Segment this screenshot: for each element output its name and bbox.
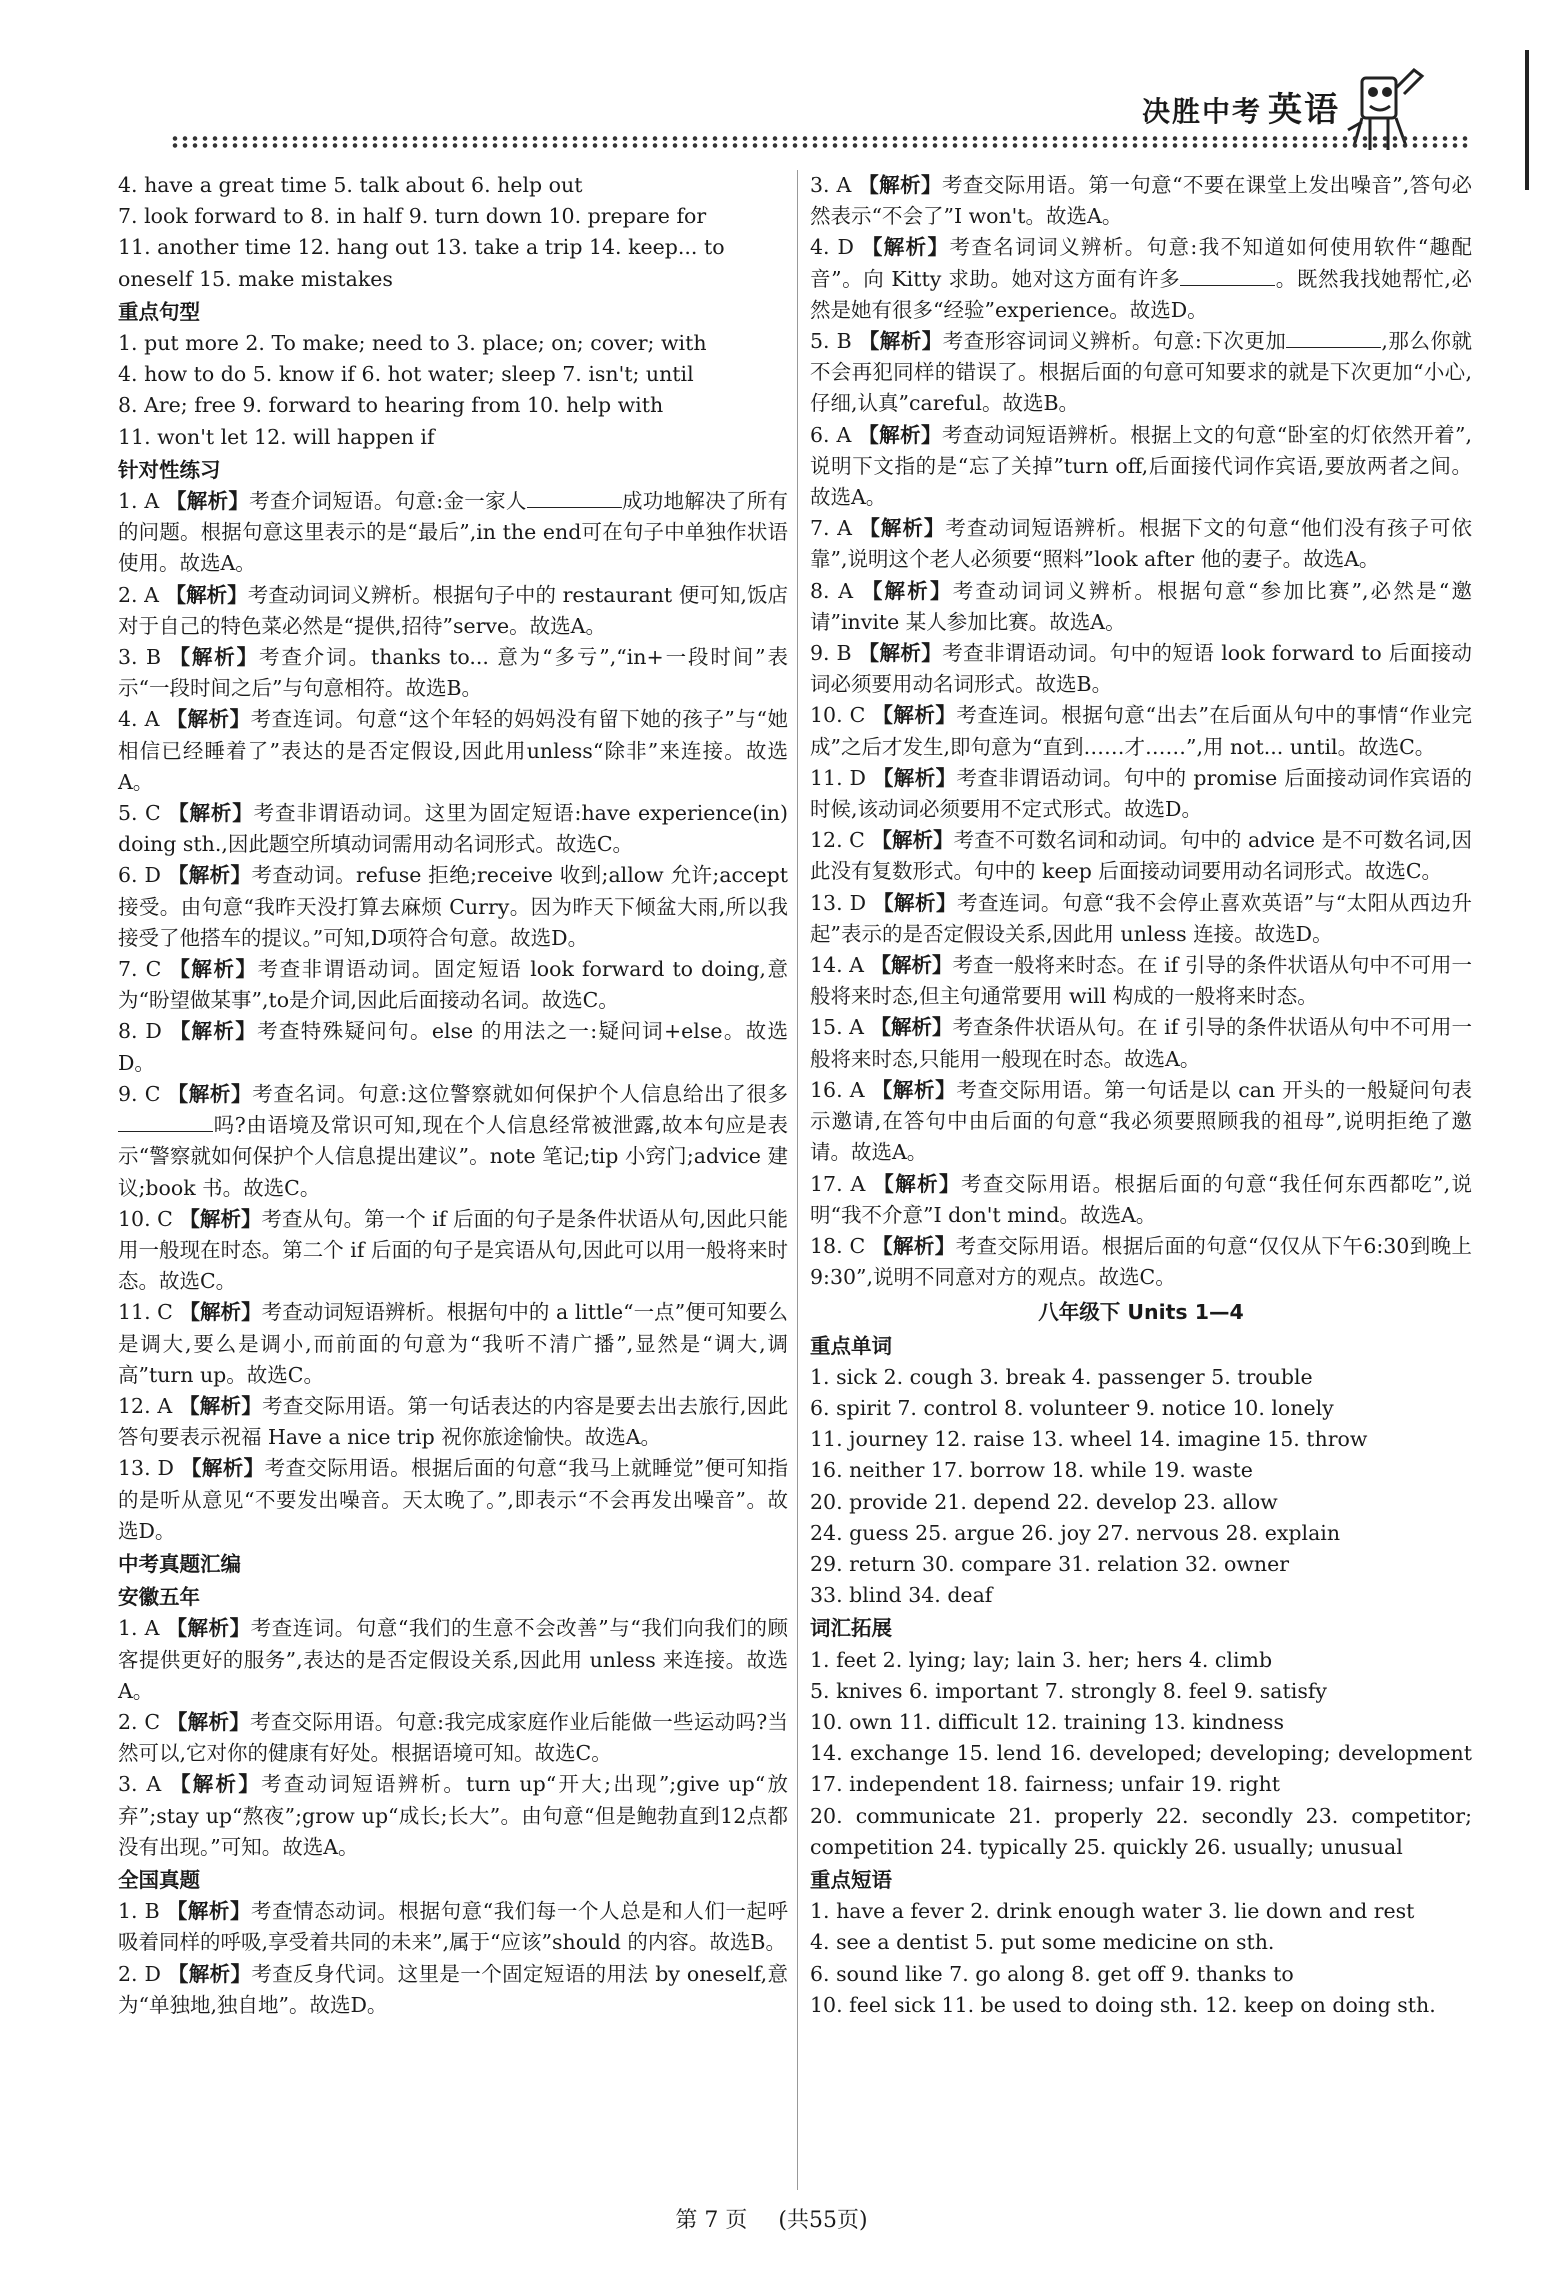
analysis-text: 考查非谓语动词。固定短语 look forward to doing,意为“盼望做某事”,to是介词,因此后面接动名词。故选C。 <box>118 957 789 1013</box>
fill-blank <box>118 1113 213 1132</box>
answer-line: 11. won't let 12. will happen if <box>118 424 435 449</box>
answer-key: 10. C <box>118 1206 180 1231</box>
question-item <box>810 763 1472 825</box>
fill-blank <box>1286 329 1381 348</box>
analysis-text: 考查情态动词。根据句意“我们每一个人总是和人们一起呼吸着同样的呼吸,享受着共同的未来”,属于“应该”should 的内容。故选B。 <box>118 1899 788 1955</box>
right-column <box>810 170 1472 2021</box>
answer-line: 14. exchange 15. lend 16. developed; developing; development 17. independent 18. fairness; unfair 19. right <box>810 1741 1472 1797</box>
analysis-tag: 【解析】 <box>872 1233 956 1258</box>
answer-line: 10. feel sick 11. be used to doing sth. 12. keep on doing sth. <box>810 1992 1436 2017</box>
analysis-text: 考查一般将来时态。在 if 引导的条件状语从句中不可用一般将来时态,但主句通常要用 will 构成的一般将来时态。 <box>810 953 1472 1009</box>
section-heading: 重点句型 <box>118 299 200 324</box>
answer-key: 1. B <box>118 1899 167 1924</box>
answer-key: 2. A <box>118 582 166 607</box>
brand-name: 决胜中考 <box>1141 95 1262 128</box>
column-divider <box>797 170 798 2190</box>
analysis-text: 考查连词。根据句意“出去”在后面从句中的事情“作业完成”之后才发生,即句意为“直到……才……”,用 not... until。故选C。 <box>810 703 1472 759</box>
analysis-tag: 【解析】 <box>858 422 942 447</box>
answer-key: 9. C <box>118 1081 168 1106</box>
question-item <box>118 1204 788 1298</box>
answer-key: 11. D <box>810 765 873 790</box>
answer-key: 3. A <box>118 1772 170 1797</box>
analysis-tag: 【解析】 <box>168 801 254 826</box>
question-item <box>810 420 1472 514</box>
answer-line: 33. blind 34. deaf <box>810 1583 993 1608</box>
question-item <box>118 1079 788 1204</box>
page-number: 第 7 页 <box>675 2208 748 2233</box>
answer-key: 16. A <box>810 1077 872 1102</box>
answer-key: 4. A <box>118 707 167 732</box>
analysis-tag: 【解析】 <box>165 582 248 607</box>
answer-line: 20. communicate 21. properly 22. secondly 23. competitor; competition 24. typically 25. quickly 26. usually; unusual <box>810 1803 1472 1859</box>
analysis-text: 考查交际用语。根据后面的句意“我任何东西都吃”,说明“我不介意”I don't mind。故选A。 <box>810 1171 1472 1227</box>
analysis-tag: 【解析】 <box>169 1772 262 1797</box>
analysis-tag: 【解析】 <box>179 1300 262 1325</box>
analysis-tag: 【解析】 <box>872 703 957 728</box>
analysis-tag: 【解析】 <box>165 489 250 514</box>
question-item <box>810 825 1472 887</box>
answer-line: 20. provide 21. depend 22. develop 23. allow <box>810 1489 1278 1514</box>
analysis-text: 考查介词。thanks to... 意为“多亏”,“in+一段时间”表示“一段时间之后”与句意相符。故选B。 <box>118 645 788 701</box>
answer-key: 15. A <box>810 1015 871 1040</box>
question-item <box>810 1231 1472 1293</box>
analysis-text-cont: 吗?由语境及常识可知,现在个人信息经常被泄露,故本句应是表示“警察就如何保护个人信息提出建议”。note 笔记;tip 小窍门;advice 建议;book 书。故选C。 <box>118 1113 788 1200</box>
question-item <box>118 642 788 704</box>
answer-key: 5. B <box>810 329 859 354</box>
analysis-tag: 【解析】 <box>169 645 259 670</box>
answer-line: 29. return 30. compare 31. relation 32. owner <box>810 1551 1290 1576</box>
analysis-tag: 【解析】 <box>180 1456 265 1481</box>
page-footer <box>0 2203 1543 2234</box>
answer-key: 9. B <box>810 641 859 666</box>
answer-line: 6. spirit 7. control 8. volunteer 9. notice 10. lonely <box>810 1395 1334 1420</box>
answer-key: 4. D <box>810 235 862 260</box>
answer-line: 4. how to do 5. know if 6. hot water; sleep 7. isn't; until <box>118 362 694 387</box>
analysis-tag: 【解析】 <box>169 1019 258 1044</box>
answer-line: 8. Are; free 9. forward to hearing from 10. help with <box>118 393 664 418</box>
answer-key: 7. C <box>118 957 170 982</box>
answer-key: 13. D <box>810 890 874 915</box>
header-dotted-rule <box>170 135 1470 149</box>
answer-key: 12. C <box>810 828 872 853</box>
analysis-tag: 【解析】 <box>167 1961 252 1986</box>
question-item <box>810 638 1472 700</box>
analysis-text: 考查从句。第一个 if 后面的句子是条件状语从句,因此只能用一般现在时态。第二个 if 后面的句子是宾语从句,因此可以用一般将来时态。故选C。 <box>118 1206 788 1294</box>
answer-key: 3. A <box>810 173 859 197</box>
answer-line: oneself 15. make mistakes <box>118 266 393 291</box>
question-item <box>118 1707 788 1769</box>
question-item <box>118 1453 788 1547</box>
analysis-text: 考查动词短语辨析。根据下文的句意“他们没有孩子可依靠”,说明这个老人必须要“照料”look after 他的妻子。故选A。 <box>810 516 1472 572</box>
analysis-tag: 【解析】 <box>167 863 252 888</box>
answer-key: 1. A <box>118 489 166 514</box>
question-item <box>118 1391 788 1453</box>
answer-line: 4. see a dentist 5. put some medicine on sth. <box>810 1930 1275 1955</box>
analysis-text: 考查条件状语从句。在 if 引导的条件状语从句中不可用一般将来时态,只能用一般现在时态。故选A。 <box>810 1015 1472 1071</box>
analysis-text: 考查交际用语。第一句话表达的内容是要去出去旅行,因此答句要表示祝福 Have a nice trip 祝你旅途愉快。故选A。 <box>118 1393 789 1450</box>
answer-key: 6. D <box>118 863 168 888</box>
section-heading: 安徽五年 <box>118 1585 200 1610</box>
answer-line: 5. knives 6. important 7. strongly 8. feel 9. satisfy <box>810 1678 1328 1703</box>
analysis-tag: 【解析】 <box>858 329 943 354</box>
answer-key: 5. C <box>118 801 169 826</box>
analysis-tag: 【解析】 <box>166 1899 252 1924</box>
analysis-text: 考查特殊疑问句。else 的用法之一:疑问词+else。故选D。 <box>118 1019 789 1075</box>
analysis-text: 考查介词短语。句意:金一家人 <box>249 489 527 514</box>
analysis-tag: 【解析】 <box>871 1077 957 1102</box>
answer-key: 13. D <box>118 1456 181 1481</box>
page-header <box>170 40 1470 150</box>
analysis-text: 考查交际用语。第一句话是以 can 开头的一般疑问句表示邀请,在答句中由后面的句意“我必须要照顾我的祖母”,说明拒绝了邀请。故选A。 <box>810 1077 1473 1165</box>
answer-line: 11. journey 12. raise 13. wheel 14. imagine 15. throw <box>810 1427 1368 1452</box>
question-item <box>118 580 788 642</box>
question-item <box>118 1769 788 1863</box>
unit-title: 八年级下 Units 1—4 <box>1038 1300 1244 1325</box>
question-item <box>810 232 1472 326</box>
section-heading: 词汇拓展 <box>810 1616 892 1641</box>
analysis-text: 考查连词。句意“我不会停止喜欢英语”与“太阳从西边升起”表示的是否定假设关系,因此用 unless 连接。故选D。 <box>810 890 1472 946</box>
analysis-text: 考查不可数名词和动词。句中的 advice 是不可数名词,因此没有复数形式。句中的 keep 后面接动词要用动名词形式。故选C。 <box>810 828 1473 884</box>
section-heading: 中考真题汇编 <box>118 1551 241 1576</box>
analysis-text: 考查非谓语动词。句中的 promise 后面接动词作宾语的时候,该动词必须要用不定式形式。故选D。 <box>810 765 1472 822</box>
question-item <box>118 1896 788 1958</box>
section-heading: 重点短语 <box>810 1867 892 1892</box>
answer-key: 8. D <box>118 1019 170 1044</box>
answer-key: 12. A <box>118 1393 179 1418</box>
analysis-tag: 【解析】 <box>858 173 942 197</box>
answer-line: 24. guess 25. argue 26. joy 27. nervous 28. explain <box>810 1520 1341 1545</box>
analysis-text: 考查动词短语辨析。根据句中的 a little“一点”便可知要么是调大,要么是调小,而前面的句意为“我听不清广播”,显然是“调大,调高”turn up。故选C。 <box>118 1300 789 1387</box>
section-heading: 重点单词 <box>810 1333 892 1358</box>
answer-line: 1. have a fever 2. drink enough water 3. lie down and rest <box>810 1899 1415 1924</box>
analysis-text: 考查反身代词。这里是一个固定短语的用法 by oneself,意为“单独地,独自地”。故选D。 <box>118 1961 789 2017</box>
analysis-tag: 【解析】 <box>166 707 251 732</box>
answer-line: 11. another time 12. hang out 13. take a trip 14. keep... to <box>118 235 725 260</box>
question-item <box>810 888 1472 950</box>
fill-blank <box>527 489 622 508</box>
analysis-tag: 【解析】 <box>861 578 953 603</box>
analysis-text: 考查名词。句意:这位警察就如何保护个人信息给出了很多 <box>252 1081 789 1106</box>
analysis-text-cont: ,那么你就不会再犯同样的错误了。根据后面的句意可知要求的就是下次更加“小心,仔细,认真”careful。故选B。 <box>810 329 1472 416</box>
analysis-tag: 【解析】 <box>859 516 946 541</box>
question-item <box>810 1075 1472 1169</box>
analysis-text: 考查名词词义辨析。句意:我不知道如何使用软件“趣配音”。向 Kitty 求助。她对这方面有许多 <box>810 235 1473 291</box>
question-item <box>118 486 788 580</box>
answer-key: 7. A <box>810 516 860 541</box>
answer-line: 1. sick 2. cough 3. break 4. passenger 5. trouble <box>810 1364 1313 1389</box>
analysis-tag: 【解析】 <box>166 1709 251 1734</box>
question-item <box>810 1012 1472 1074</box>
question-item <box>810 513 1472 575</box>
analysis-text: 考查交际用语。根据后面的句意“我马上就睡觉”便可知指的是听从意见“不要发出噪音。天太晚了。”,即表示“不会再发出噪音”。故选D。 <box>118 1456 788 1543</box>
analysis-tag: 【解析】 <box>179 1393 263 1418</box>
question-item <box>810 700 1472 762</box>
answer-line: 1. put more 2. To make; need to 3. place; on; cover; with <box>118 331 707 356</box>
analysis-tag: 【解析】 <box>873 890 957 915</box>
analysis-tag: 【解析】 <box>861 235 950 260</box>
question-item <box>118 1297 788 1391</box>
analysis-text: 考查非谓语动词。这里为固定短语:have experience(in) doing sth.,因此题空所填动词需用动名词形式。故选C。 <box>118 801 789 857</box>
answer-key: 18. C <box>810 1233 873 1258</box>
brand-subject: 英语 <box>1268 90 1340 130</box>
question-item <box>810 576 1472 638</box>
answer-key: 1. A <box>118 1616 167 1641</box>
analysis-text: 考查动词短语辨析。根据上文的句意“卧室的灯依然开着”,说明下文指的是“忘了关掉”turn off,后面接代词作宾语,要放两者之间。故选A。 <box>810 422 1473 510</box>
left-column <box>118 170 788 2021</box>
analysis-tag: 【解析】 <box>870 1015 953 1040</box>
analysis-text: 考查动词短语辨析。turn up“开大;出现”;give up“放弃”;stay up“熬夜”;grow up“成长;长大”。由句意“但是鲍勃直到12点都没有出现。”可知。故选A。 <box>118 1772 788 1859</box>
brand-title <box>1142 82 1340 131</box>
question-item <box>810 1169 1472 1231</box>
question-item <box>810 170 1472 232</box>
analysis-tag: 【解析】 <box>167 1081 253 1106</box>
analysis-text-cont: 成功地解决了所有的问题。根据句意这里表示的是“最后”,in the end可在句子中单独作状语使用。故选A。 <box>118 489 788 576</box>
answer-key: 8. A <box>810 578 862 603</box>
answer-key: 2. C <box>118 1709 167 1734</box>
section-heading: 针对性练习 <box>118 457 221 482</box>
question-item <box>118 860 788 954</box>
answer-key: 10. C <box>810 703 873 728</box>
analysis-text: 考查动词词义辨析。根据句子中的 restaurant 便可知,饭店对于自己的特色菜必然是“提供,招待”serve。故选A。 <box>118 582 789 638</box>
question-item <box>118 954 788 1016</box>
answer-key: 14. A <box>810 953 871 978</box>
answer-line: 7. look forward to 8. in half 9. turn down 10. prepare for <box>118 204 707 229</box>
analysis-text: 考查动词。refuse 拒绝;receive 收到;allow 允许;accept 接受。由句意“我昨天没打算去麻烦 Curry。因为昨天下倾盆大雨,所以我接受了他搭车的提议。”可知,D项符合句意。故选D。 <box>118 863 789 950</box>
analysis-text: 考查交际用语。句意:我完成家庭作业后能做一些运动吗?当然可以,它对你的健康有好处。根据语境可知。故选C。 <box>118 1709 788 1766</box>
answer-key: 17. A <box>810 1171 874 1196</box>
section-heading: 全国真题 <box>118 1867 200 1892</box>
analysis-text: 考查交际用语。根据后面的句意“仅仅从下午6:30到晚上9:30”,说明不同意对方的观点。故选C。 <box>810 1233 1473 1290</box>
answer-key: 6. A <box>810 422 859 447</box>
analysis-tag: 【解析】 <box>871 828 954 853</box>
fill-blank <box>1180 267 1275 286</box>
answer-line: 1. feet 2. lying; lay; lain 3. her; hers 4. climb <box>810 1647 1273 1672</box>
analysis-text: 考查交际用语。第一句意“不要在课堂上发出噪音”,答句必然表示“不会了”I won't。故选A。 <box>810 173 1473 229</box>
answer-line: 6. sound like 7. go along 8. get off 9. thanks to <box>810 1961 1294 1986</box>
analysis-tag: 【解析】 <box>179 1206 262 1231</box>
question-item <box>810 950 1472 1012</box>
analysis-tag: 【解析】 <box>870 953 953 978</box>
analysis-text: 考查动词词义辨析。根据句意“参加比赛”,必然是“邀请”invite 某人参加比赛。故选A。 <box>810 578 1473 634</box>
question-item <box>118 1016 788 1078</box>
analysis-tag: 【解析】 <box>169 957 258 982</box>
answer-key: 2. D <box>118 1961 168 1986</box>
analysis-text: 考查非谓语动词。句中的短语 look forward to 后面接动词必须要用动名词形式。故选B。 <box>810 641 1472 697</box>
answer-key: 11. C <box>118 1300 180 1325</box>
question-item <box>118 704 788 798</box>
analysis-text: 考查形容词词义辨析。句意:下次更加 <box>942 329 1287 354</box>
analysis-text: 考查连词。句意“我们的生意不会改善”与“我们向我们的顾客提供更好的服务”,表达的是否定假设关系,因此用 unless 来连接。故选A。 <box>118 1616 788 1703</box>
analysis-tag: 【解析】 <box>873 1171 961 1196</box>
question-item <box>118 1613 788 1707</box>
edge-mark <box>1525 50 1529 190</box>
analysis-tag: 【解析】 <box>166 1616 251 1641</box>
question-item <box>118 798 788 860</box>
analysis-text-cont: 。既然我找她帮忙,必然是她有很多“经验”experience。故选D。 <box>810 266 1472 322</box>
analysis-text: 考查连词。句意“这个年轻的妈妈没有留下她的孩子”与“她相信已经睡着了”表达的是否定假设,因此用unless“除非”来连接。故选A。 <box>118 707 788 794</box>
analysis-tag: 【解析】 <box>858 641 943 666</box>
answer-line: 4. have a great time 5. talk about 6. help out <box>118 173 583 197</box>
question-item <box>810 326 1472 420</box>
answer-line: 16. neither 17. borrow 18. while 19. waste <box>810 1458 1253 1483</box>
answer-line: 10. own 11. difficult 12. training 13. kindness <box>810 1709 1284 1734</box>
page-total: (共55页) <box>778 2208 868 2233</box>
question-item <box>118 1959 788 2021</box>
answer-key: 3. B <box>118 645 170 670</box>
analysis-tag: 【解析】 <box>872 765 957 790</box>
